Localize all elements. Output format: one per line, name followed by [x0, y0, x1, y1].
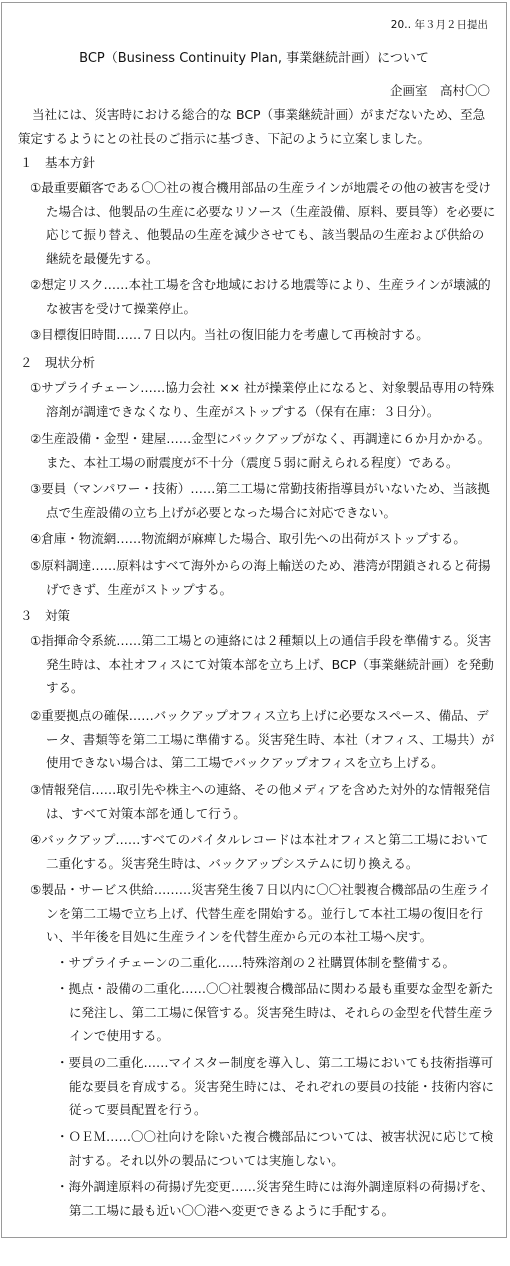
- bullet-item: ・拠点・設備の二重化……〇〇社製複合機部品に関わる最も重要な金型を新たに発注し、第二工場に保管する。災害発生時は、それらの金型を代替生産ラインで使用する。: [56, 981, 495, 1043]
- section-heading: ３ 対策: [20, 608, 71, 623]
- list-item: ①指揮命令系統……第二工場との連絡には２種類以上の通信手段を準備する。災害発生時は、本社オフィスにて対策本部を立ち上げ、BCP（事業継続計画）を発動する。: [30, 633, 494, 695]
- submission-date: 20‥ 年３月２日提出: [390, 19, 488, 31]
- list-item: ④バックアップ……すべてのバイタルレコードは本社オフィスと第二工場において二重化する。災害発生時は、バックアップシステムに切り換える。: [30, 832, 489, 871]
- document-page: [1, 2, 507, 1238]
- list-item: ②生産設備・金型・建屋……金型にバックアップがなく、再調達に６か月かかる。また、本社工場の耐震度が不十分（震度５弱に耐えられる程度）である。: [30, 431, 491, 470]
- list-item: ③情報発信……取引先や株主への連絡、その他メディアを含めた対外的な情報発信は、すべて対策本部を通して行う。: [30, 782, 491, 821]
- document-title: BCP（Business Continuity Plan, 事業継続計画）について: [79, 51, 429, 66]
- list-item: ①サプライチェーン……協力会社 ×× 社が操業停止になると、対象製品専用の特殊溶剤が調達できなくなり、生産がストップする（保有在庫：３日分）。: [30, 380, 495, 419]
- section-heading: １ 基本方針: [20, 155, 96, 170]
- list-item: ⑤製品・サービス供給………災害発生後７日以内に〇〇社製複合機部品の生産ラインを第二工場で立ち上げ、代替生産を開始する。並行して本社工場の復旧を行い、半年後を目処に生産ラインを代替生産から元の本社工場へ戻す。: [30, 882, 491, 944]
- intro-paragraph: 当社には、災害時における総合的な BCP（事業継続計画）がまだないため、至急策定するようにとの社長のご指示に基づき、下記のように立案しました。: [18, 107, 486, 146]
- bullet-item: ・海外調達原料の荷揚げ先変更……災害発生時には海外調達原料の荷揚げを、第二工場に最も近い〇〇港へ変更できるように手配する。: [56, 1179, 494, 1218]
- list-item: ⑤原料調達……原料はすべて海外からの海上輸送のため、港湾が閉鎖されると荷揚げできず、生産がストップする。: [30, 558, 491, 597]
- author-line: 企画室 高村〇〇: [389, 83, 490, 98]
- bullet-item: ・サプライチェーンの二重化……特殊溶剤の２社購買体制を整備する。: [56, 955, 456, 970]
- list-item: ④倉庫・物流網……物流網が麻痺した場合、取引先への出荷がストップする。: [30, 531, 466, 546]
- bullet-item: ・要員の二重化……マイスター制度を導入し、第二工場においても技術指導可能な要員を育成する。災害発生時には、それぞれの要員の技能・技術内容に従って要員配置を行う。: [56, 1055, 495, 1117]
- bullet-item: ・ＯＥＭ……〇〇社向けを除いた複合機部品については、被害状況に応じて検討する。それ以外の製品については実施しない。: [56, 1129, 494, 1168]
- list-item: ②想定リスク……本社工場を含む地域における地震等により、生産ラインが壊滅的な被害を受けて操業停止。: [30, 277, 491, 316]
- list-item: ③目標復旧時間……７日以内。当社の復旧能力を考慮して再検討する。: [30, 327, 429, 342]
- list-item: ①最重要顧客である〇〇社の複合機用部品の生産ラインが地震その他の被害を受けた場合は、他製品の生産に必要なリソース（生産設備、原料、要員等）を必要に応じて振り替え、他製品の生産を減少させても、該当製品の生産および供給の継続を最優先する。: [30, 180, 496, 266]
- list-item: ③要員（マンパワー・技術）……第二工場に常勤技術指導員がいないため、当該拠点で生産設備の立ち上げが必要となった場合に対応できない。: [30, 481, 490, 520]
- section-heading: ２ 現状分析: [20, 355, 96, 370]
- list-item: ②重要拠点の確保……バックアップオフィス立ち上げに必要なスペース、備品、データ、書類等を第二工場に準備する。災害発生時、本社（オフィス、工場共）が使用できない場合は、第二工場でバックアップオフィスを立ち上げる。: [30, 708, 495, 770]
